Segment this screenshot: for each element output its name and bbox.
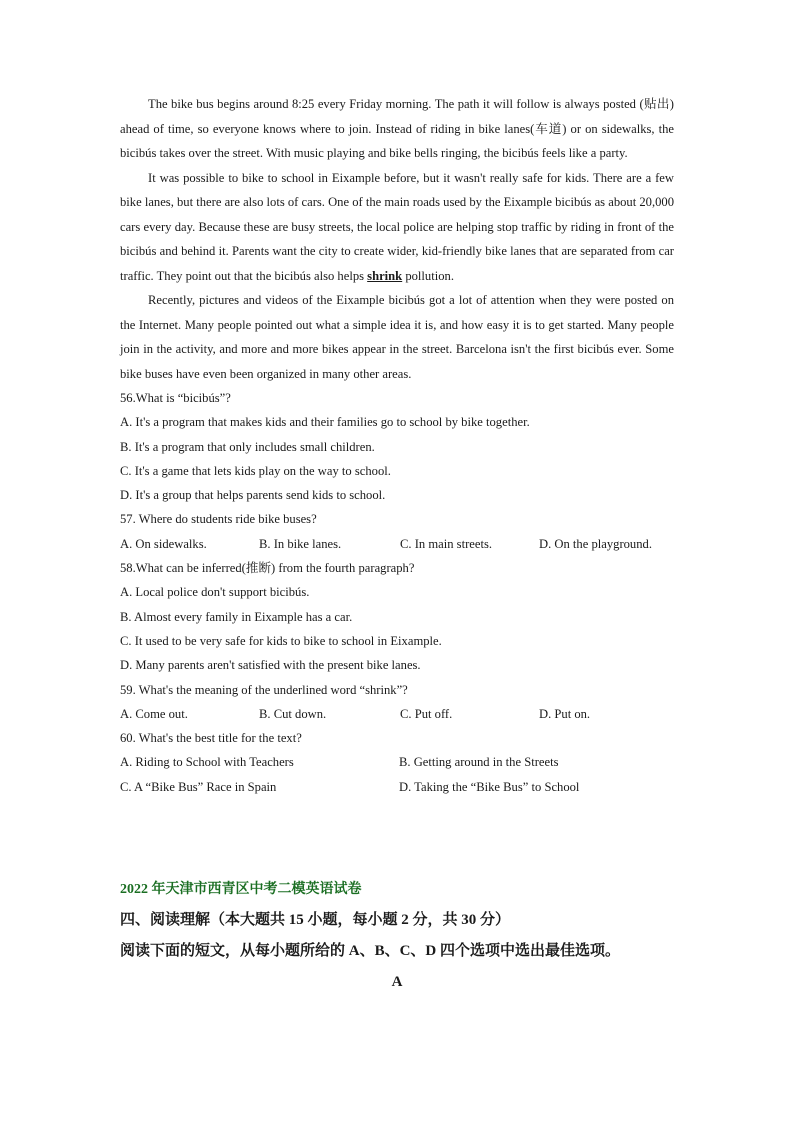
question-60-option-a: A. Riding to School with Teachers bbox=[120, 755, 294, 770]
question-58-option-d: D. Many parents aren't satisfied with the present bike lanes. bbox=[120, 658, 421, 673]
question-60-options-row-1 bbox=[120, 750, 674, 774]
question-56-option-d: D. It's a group that helps parents send kids to school. bbox=[120, 488, 386, 503]
question-59-option-b: B. Cut down. bbox=[259, 706, 327, 721]
passage-body bbox=[120, 92, 674, 799]
exam-title: 2022 年天津市西青区中考二模英语试卷 bbox=[120, 882, 362, 897]
question-57-option-b: B. In bike lanes. bbox=[259, 536, 342, 551]
question-56-stem: 56.What is “bicibús”? bbox=[120, 391, 231, 405]
question-58-stem: 58.What can be inferred(推断) from the fourth paragraph? bbox=[120, 561, 415, 576]
question-57-option-c: C. In main streets. bbox=[400, 536, 492, 551]
question-58-option-b: B. Almost every family in Eixample has a car. bbox=[120, 609, 353, 624]
paragraph-3: Recently, pictures and videos of the Eixample bicibús got a lot of attention when they were posted on the Internet. Many people pointed out what a simple idea it is, and how easy it is to get started. Many people join in the activity, and more and more bikes appear in the street. Barcelona isn't the first bicibús ever. Some bike buses have even been organized in many other areas. bbox=[120, 293, 674, 381]
question-59-option-a: A. Come out. bbox=[120, 706, 188, 721]
question-59-option-d: D. Put on. bbox=[539, 706, 591, 721]
question-58-option-c: C. It used to be very safe for kids to bike to school in Eixample. bbox=[120, 633, 442, 648]
question-57-option-d: D. On the playground. bbox=[539, 536, 652, 551]
question-57-option-a: A. On sidewalks. bbox=[120, 536, 207, 551]
question-60-stem: 60. What's the best title for the text? bbox=[120, 731, 302, 746]
question-60-option-b: B. Getting around in the Streets bbox=[399, 755, 559, 770]
passage-letter: A bbox=[391, 974, 403, 990]
question-59-options bbox=[120, 702, 674, 726]
paragraph-1: The bike bus begins around 8:25 every Friday morning. The path it will follow is always posted (贴出) ahead of time, so everyone knows where to join. Instead of riding in bike lanes(车道) or on sidewalks, the bicibús takes over the street. With music playing and bike bells ringing, the bicibús feels like a party. bbox=[120, 97, 674, 160]
underlined-word: shrink bbox=[367, 268, 403, 283]
question-59-option-c: C. Put off. bbox=[400, 706, 453, 721]
question-56-option-b: B. It's a program that only includes small children. bbox=[120, 439, 375, 454]
question-57-stem: 57. Where do students ride bike buses? bbox=[120, 512, 317, 527]
question-60-option-c: C. A “Bike Bus” Race in Spain bbox=[120, 779, 277, 794]
section-instruction: 阅读下面的短文，从每小题所给的 A、B、C、D 四个选项中选出最佳选项。 bbox=[120, 943, 621, 959]
question-56-option-c: C. It's a game that lets kids play on the way to school. bbox=[120, 463, 391, 478]
question-60-options-row-2 bbox=[120, 775, 674, 799]
paragraph-2-end: pollution. bbox=[402, 268, 454, 283]
question-57-options bbox=[120, 532, 674, 556]
paragraph-2-text: It was possible to bike to school in Eixample before, but it wasn't really safe for kids. There are a few bike lanes, but there are also lots of cars. One of the main roads used by the Eixample bicibús as about 20,000 cars every day. Because these are busy streets, the local police are helping stop traffic by riding in front of the bicibús and behind it. Parents want the city to create wider, kid-friendly bike lanes that are separated from car traffic. They point out that the bicibús also helps bbox=[120, 170, 674, 283]
question-56-option-a: A. It's a program that makes kids and their families go to school by bike together. bbox=[120, 415, 530, 430]
question-58-option-a: A. Local police don't support bicibús. bbox=[120, 585, 310, 600]
question-60-option-d: D. Taking the “Bike Bus” to School bbox=[399, 779, 580, 794]
question-59-stem: 59. What's the meaning of the underlined word “shrink”? bbox=[120, 682, 408, 697]
paragraph-2 bbox=[120, 166, 674, 289]
section-heading: 四、阅读理解（本大题共 15 小题，每小题 2 分，共 30 分） bbox=[120, 912, 511, 928]
